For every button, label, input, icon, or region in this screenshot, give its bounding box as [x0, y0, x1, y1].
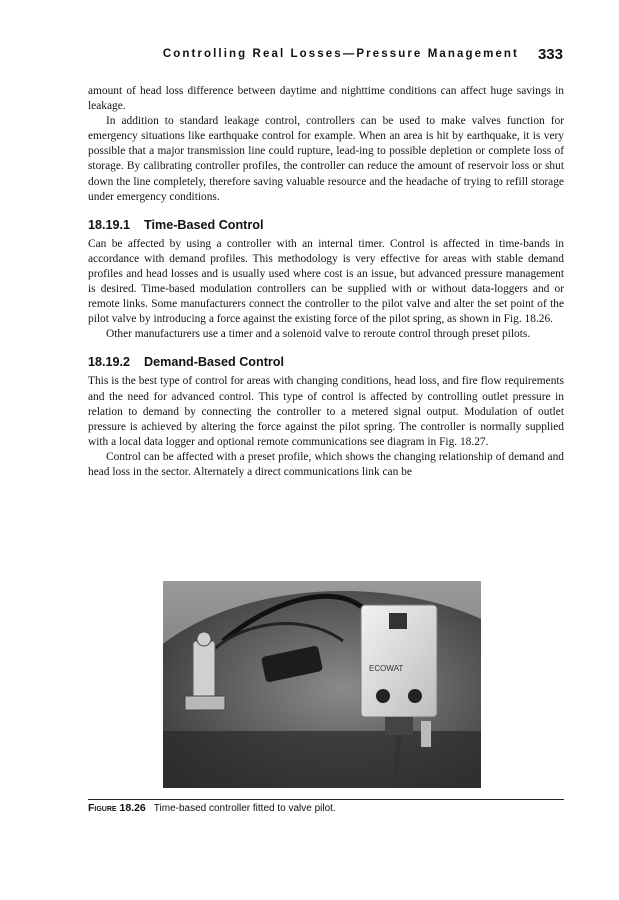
section-heading-time-based: [88, 217, 564, 233]
figure-label: Figure 18.26: [88, 802, 146, 814]
device-label: ECOWAT: [369, 664, 404, 673]
paragraph: Control can be affected with a preset profile, which shows the changing relationship of demand and head loss in the sector. Alternately a direct communications link can be: [88, 450, 564, 478]
figure-caption: [88, 802, 564, 814]
pilot-valve: [193, 641, 215, 701]
paragraph: This is the best type of control for areas with changing conditions, head loss, and fire flow requirements and the need for advanced control. This type of control is affected by controlling outlet pressure in relation to demand by connecting the controller to a metered signal output. Modulation of outlet pressure is achieved by altering the force against the pilot spring. The controller is normally supplied with a local data logger and optional remote communications see diagram in Fig. 18.27.: [88, 375, 564, 448]
paragraph: amount of head loss difference between daytime and nighttime conditions can affect huge savings in leakage.: [88, 85, 564, 113]
knob: [408, 689, 422, 703]
caption-rule: [88, 799, 564, 800]
figure-photo: [163, 581, 481, 788]
caption-text: Time-based controller fitted to valve pilot.: [153, 803, 336, 814]
running-title: Controlling Real Losses—Pressure Management: [162, 48, 519, 60]
section-number: 18.19.2: [88, 355, 131, 370]
section-heading-demand-based: [88, 354, 564, 370]
page-number: 333: [537, 46, 563, 63]
section-title: Demand-Based Control: [144, 355, 284, 370]
running-header: [90, 46, 563, 66]
paragraph: Other manufacturers use a timer and a solenoid valve to reroute control through preset pilots.: [106, 328, 531, 341]
paragraph: Can be affected by using a controller with an internal timer. Control is affected in time-bands in accordance with demand profiles. This methodology is very effective for areas with stable demand profiles and head losses and is usually used where cost is an issue, but advanced pressure management is desired. Time-based modulation controllers can be supplied with or without data-loggers and or remote links. Some manufacturers connect the controller to the pilot valve and alter the set point of the pilot valve by introducing a force against the existing force of the pilot spring, as shown in Fig. 18.26.: [88, 237, 564, 326]
body-text: [88, 84, 564, 480]
paragraph: In addition to standard leakage control, controllers can be used to make valves function for emergency situations like earthquake control for example. When an area is hit by earthquake, it is very possible that a major transmission line could rupture, lead-ing to possible depletion or complete loss of storage. By calibrating controller profiles, the controller can reduce the amount of reservoir loss or shut down the line completely, therefore saving valuable resource and the headache of trying to refill storage under emergency conditions.: [88, 115, 564, 203]
section-number: 18.19.1: [88, 217, 131, 232]
section-title: Time-Based Control: [144, 217, 264, 232]
knob: [376, 689, 390, 703]
controller-photo: [163, 581, 481, 788]
